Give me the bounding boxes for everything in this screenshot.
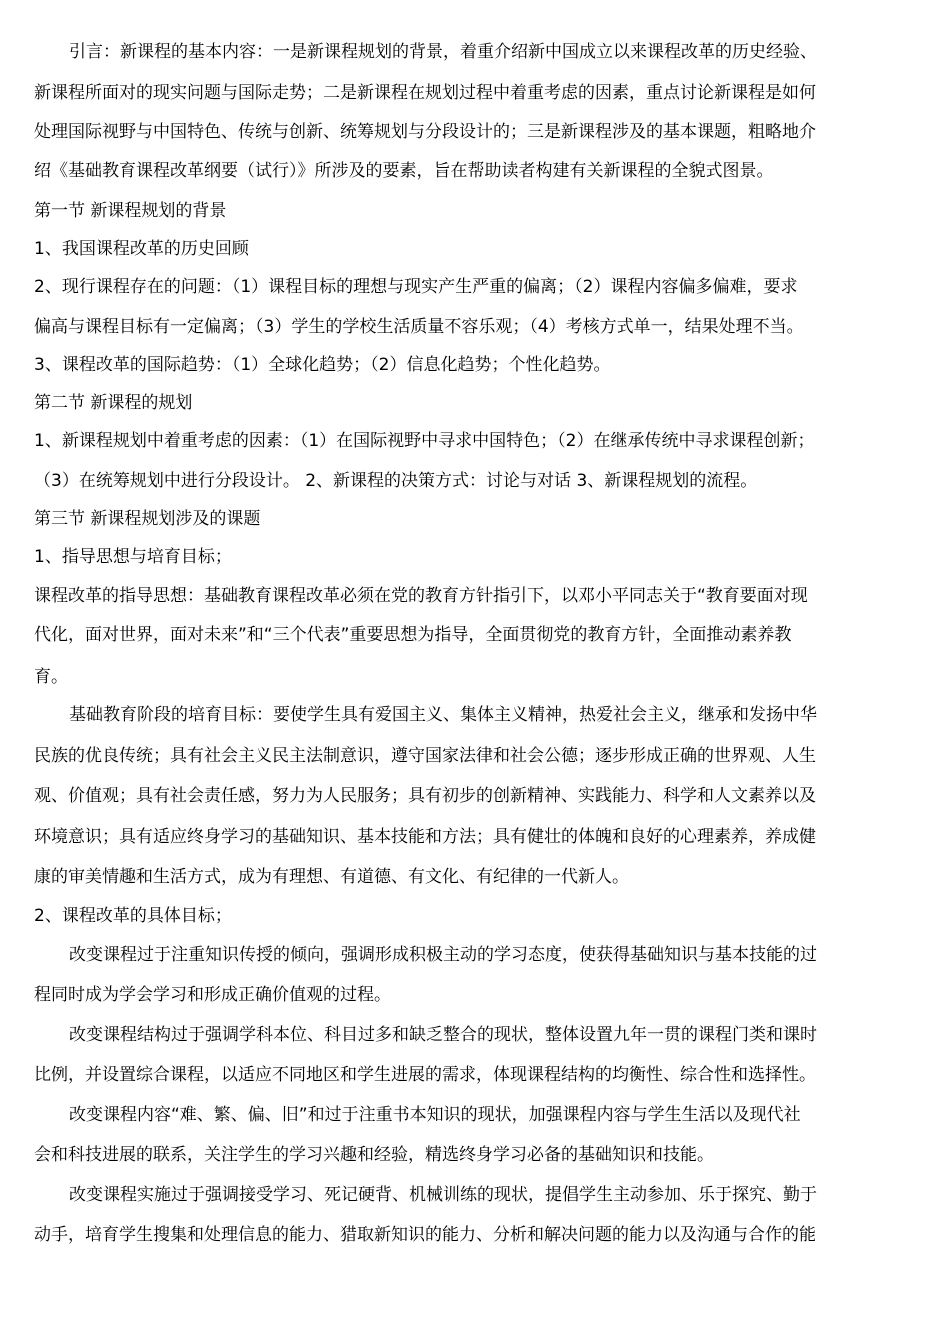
- text-line: 新课程所面对的现实问题与国际走势；二是新课程在规划过程中着重考虑的因素，重点讨论新课程是如何: [34, 83, 816, 103]
- text-line: 课程改革的指导思想：基础教育课程改革必须在党的教育方针指引下，以邓小平同志关于“教育要面对现: [34, 586, 808, 606]
- text-line: 引言：新课程的基本内容：一是新课程规划的背景，着重介绍新中国成立以来课程改革的历史经验、: [69, 42, 817, 62]
- text-line: 1、我国课程改革的历史回顾: [34, 239, 249, 259]
- text-line: 3、课程改革的国际趋势：（1）全球化趋势；（2）信息化趋势；个性化趋势。: [34, 355, 611, 375]
- text-line: 1、新课程规划中着重考虑的因素：（1）在国际视野中寻求中国特色；（2）在继承传统中寻求课程创新；: [34, 431, 815, 451]
- text-line: 基础教育阶段的培育目标：要使学生具有爱国主义、集体主义精神，热爱社会主义，继承和发扬中华: [69, 705, 817, 725]
- text-line: 会和科技进展的联系，关注学生的学习兴趣和经验，精选终身学习必备的基础知识和技能。: [34, 1145, 714, 1165]
- text-line: 环境意识；具有适应终身学习的基础知识、基本技能和方法；具有健壮的体魄和良好的心理素养，养成健: [34, 827, 816, 847]
- text-line: 程同时成为学会学习和形成正确价值观的过程。: [34, 985, 391, 1005]
- text-line: 偏高与课程目标有一定偏离；（3）学生的学校生活质量不容乐观；（4）考核方式单一，结果处理不当。: [34, 317, 804, 337]
- text-line: 改变课程结构过于强调学科本位、科目过多和缺乏整合的现状，整体设置九年一贯的课程门类和课时: [69, 1025, 817, 1045]
- text-line: 1、指导思想与培育目标；: [34, 547, 232, 567]
- text-line: 第二节 新课程的规划: [34, 393, 193, 413]
- text-line: 2、现行课程存在的问题：（1）课程目标的理想与现实产生严重的偏离；（2）课程内容偏多偏难，要求: [34, 277, 798, 297]
- text-line: 2、课程改革的具体目标；: [34, 906, 232, 926]
- text-line: 改变课程过于注重知识传授的倾向，强调形成积极主动的学习态度，使获得基础知识与基本技能的过: [69, 945, 817, 965]
- text-line: 代化，面对世界，面对未来”和“三个代表”重要思想为指导，全面贯彻党的教育方针，全面推动素养教: [34, 625, 792, 645]
- text-line: 改变课程实施过于强调接受学习、死记硬背、机械训练的现状，提倡学生主动参加、乐于探究、勤于: [69, 1185, 817, 1205]
- text-line: 绍《基础教育课程改革纲要（试行）》所涉及的要素，旨在帮助读者构建有关新课程的全貌式图景。: [34, 161, 774, 181]
- text-line: 观、价值观；具有社会责任感，努力为人民服务；具有初步的创新精神、实践能力、科学和人文素养以及: [34, 786, 816, 806]
- text-line: 民族的优良传统；具有社会主义民主法制意识，遵守国家法律和社会公德；逐步形成正确的世界观、人生: [34, 746, 816, 766]
- text-line: 动手，培育学生搜集和处理信息的能力、猎取新知识的能力、分析和解决问题的能力以及沟通与合作的能: [34, 1225, 816, 1245]
- text-line: 处理国际视野与中国特色、传统与创新、统筹规划与分段设计的；三是新课程涉及的基本课题，粗略地介: [34, 122, 816, 142]
- text-line: 育。: [34, 667, 68, 687]
- text-line: 第三节 新课程规划涉及的课题: [34, 509, 261, 529]
- text-line: 康的审美情趣和生活方式，成为有理想、有道德、有文化、有纪律的一代新人。: [34, 867, 629, 887]
- text-line: 比例，并设置综合课程，以适应不同地区和学生进展的需求，体现课程结构的均衡性、综合性和选择性。: [34, 1065, 816, 1085]
- text-line: 第一节 新课程规划的背景: [34, 201, 227, 221]
- text-line: 改变课程内容“难、繁、偏、旧”和过于注重书本知识的现状，加强课程内容与学生生活以及现代社: [69, 1105, 801, 1125]
- text-line: （3）在统筹规划中进行分段设计。 2、新课程的决策方式：讨论与对话 3、新课程规划的流程。: [34, 471, 758, 491]
